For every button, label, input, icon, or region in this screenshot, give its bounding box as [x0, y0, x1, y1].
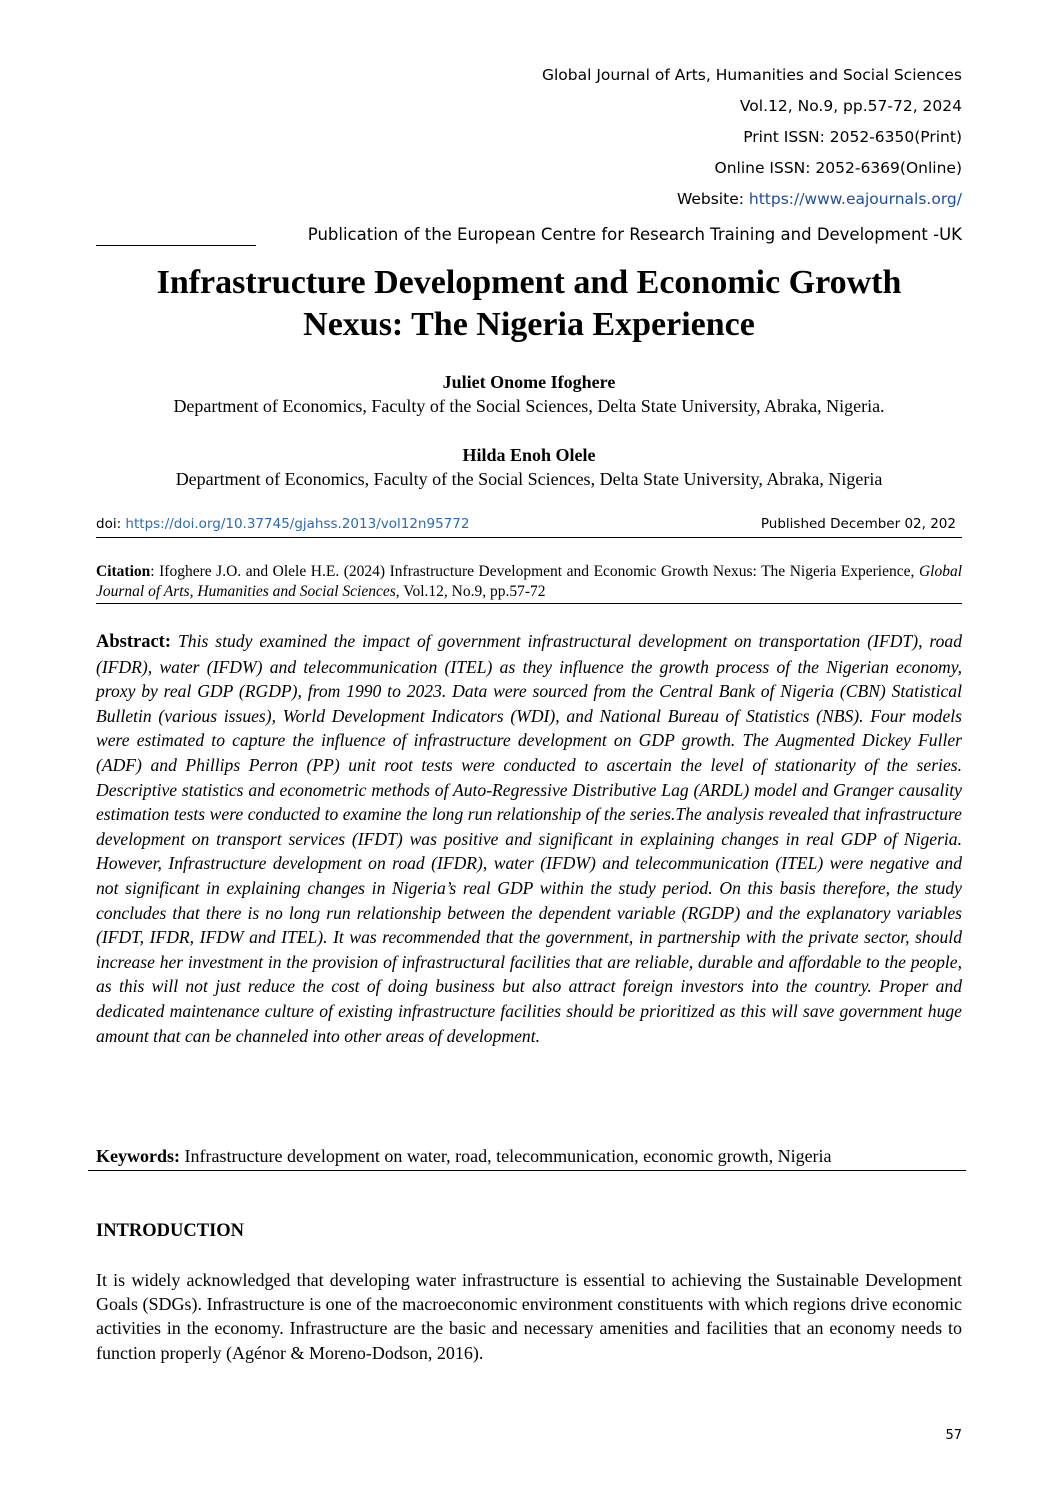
title-line-1: Infrastructure Development and Economic Growth [156, 264, 902, 301]
keywords [96, 1143, 962, 1169]
introduction-paragraph: It is widely acknowledged that developing water infrastructure is essential to achieving the Sustainable Development Goals (SDGs). Infrastructure is one of the macroeconomic environment constituents with which regions drive economic activities in the economy. Infrastructure are the basic and necessary amenities and facilities that an economy needs to function properly (Agénor & Moreno-Dodson, 2016). [96, 1270, 962, 1363]
journal-name: Global Journal of Arts, Humanities and Social Sciences [541, 66, 962, 84]
keywords-text: Infrastructure development on water, road, telecommunication, economic growth, Nigeria [180, 1146, 832, 1166]
citation-journal: Global Journal of Arts, Humanities and Social Sciences [96, 563, 962, 600]
author-block-1 [96, 370, 962, 418]
paper-title [96, 262, 962, 346]
abstract-label: Abstract: [96, 632, 172, 652]
journal-header [96, 62, 962, 217]
citation-text: : Ifoghere J.O. and Olele H.E. (2024) Infrastructure Development and Economic Growth Nexus: The Nigeria Experience, [150, 563, 919, 580]
online-issn: Online ISSN: 2052-6369(Online) [714, 159, 962, 177]
section-heading-introduction: INTRODUCTION [96, 1221, 245, 1241]
author-affiliation: Department of Economics, Faculty of the Social Sciences, Delta State University, Abraka, Nigeria [175, 469, 883, 489]
abstract [96, 629, 962, 1048]
title-line-2: Nexus: The Nigeria Experience [303, 306, 755, 343]
author-name: Juliet Onome Ifoghere [442, 372, 616, 392]
doi-published-line [96, 513, 962, 535]
citation-rule [96, 603, 962, 604]
author-block-2 [96, 443, 962, 491]
publisher-line: Publication of the European Centre for Research Training and Development -UK [307, 225, 962, 244]
citation-label: Citation [96, 563, 151, 580]
author-name: Hilda Enoh Olele [462, 445, 596, 465]
doi-link[interactable]: https://doi.org/10.37745/gjahss.2013/vol12n95772 [125, 516, 470, 532]
website-label: Website: [676, 190, 749, 208]
print-issn: Print ISSN: 2052-6350(Print) [743, 128, 962, 146]
abstract-text: This study examined the impact of government infrastructural development on transportation (IFDT), road (IFDR), water (IFDW) and telecommunication (ITEL) as they influence the growth process of the Nigerian economy, proxy by real GDP (RGDP), from 1990 to 2023. Data were sourced from the Central Bank of Nigeria (CBN) Statistical Bulletin (various issues), World Development Indicators (WDI), and National Bureau of Statistics (NBS). Four models were estimated to capture the influence of infrastructure development on GDP growth. The Augmented Dickey Fuller (ADF) and Phillips Perron (PP) unit root tests were conducted to ascertain the level of stationarity of the series. Descriptive statistics and econometric methods of Auto-Regressive Distributive Lag (ARDL) model and Granger causality estimation tests were conducted to examine the long run relationship of the series.The analysis revealed that infrastructure development on transport services (IFDT) was positive and significant in explaining changes in real GDP of Nigeria. However, Infrastructure development on road (IFDR), water (IFDW) and telecommunication (ITEL) were negative and not significant in explaining changes in Nigeria’s real GDP within the study period. On this basis therefore, the study concludes that there is no long run relationship between the dependent variable (RGDP) and the explanatory variables (IFDT, IFDR, IFDW and ITEL). It was recommended that the government, in partnership with the private sector, should increase her investment in the provision of infrastructural facilities that are reliable, durable and affordable to the people, as this will not just reduce the cost of doing business but also attract foreign investors into the country. Proper and dedicated maintenance culture of existing infrastructure facilities should be prioritized as this will save government huge amount that can be channeled into other areas of development. [96, 631, 963, 1046]
page-number: 57 [945, 1428, 962, 1443]
doi-label: doi: [96, 516, 126, 532]
keywords-rule [88, 1170, 966, 1171]
header-rule [96, 245, 256, 246]
doi-rule [96, 537, 962, 538]
website-line [96, 186, 962, 217]
author-affiliation: Department of Economics, Faculty of the Social Sciences, Delta State University, Abraka, Nigeria. [173, 396, 885, 416]
citation-tail: , Vol.12, No.9, pp.57-72 [395, 583, 546, 600]
citation [96, 562, 962, 602]
keywords-label: Keywords: [96, 1146, 180, 1166]
volume-pages: Vol.12, No.9, pp.57-72, 2024 [739, 97, 962, 115]
website-link[interactable]: https://www.eajournals.org/ [748, 190, 962, 208]
published-date: Published December 02, 202 [760, 516, 956, 532]
